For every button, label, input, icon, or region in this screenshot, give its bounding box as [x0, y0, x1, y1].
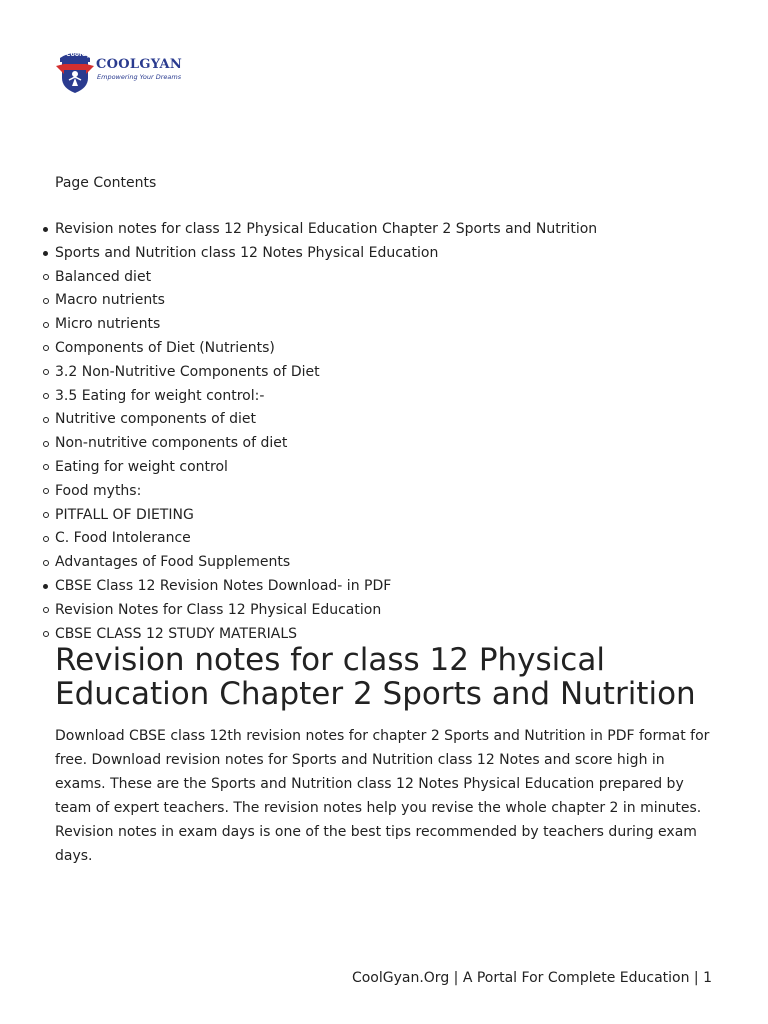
article-intro: Download CBSE class 12th revision notes for chapter 2 Sports and Nutrition in PDF format for free. Download revision notes for Sports and Nutrition class 12 Notes and score high in exams. These are the Sports and Nutrition class 12 Notes Physical Education prepared by team of expert teachers. The revision notes help you revise the whole chapter 2 in minutes. Revision notes in exam days is one of the best tips recommended by teachers during exam days. [55, 728, 710, 864]
toc-item[interactable] [55, 244, 597, 268]
toc-item-label[interactable]: PITFALL OF DIETING [55, 506, 194, 523]
toc-item-label[interactable]: Micro nutrients [55, 316, 161, 333]
hollow-bullet-icon [43, 345, 49, 351]
toc-item-label[interactable]: Food myths: [55, 482, 142, 499]
toc-item-label[interactable]: Components of Diet (Nutrients) [55, 339, 275, 356]
toc-item[interactable] [55, 220, 597, 244]
toc-item[interactable] [55, 339, 597, 363]
brand-tagline: Empowering Your Dreams [97, 73, 182, 81]
toc-item-label[interactable]: Nutritive components of diet [55, 411, 256, 428]
toc-item[interactable] [55, 482, 597, 506]
toc-item[interactable] [55, 434, 597, 458]
toc-item[interactable] [55, 601, 597, 625]
toc-item[interactable] [55, 458, 597, 482]
hollow-bullet-icon [43, 512, 49, 518]
hollow-bullet-icon [43, 369, 49, 375]
logo-top-text: CoolGyan [66, 51, 100, 58]
filled-bullet-icon [43, 584, 48, 589]
toc-item-label[interactable]: CBSE Class 12 Revision Notes Download- in PDF [55, 577, 392, 594]
toc-item-label[interactable]: Balanced diet [55, 268, 152, 285]
toc-item[interactable] [55, 315, 597, 339]
toc-item[interactable] [55, 291, 597, 315]
hollow-bullet-icon [43, 322, 49, 328]
hollow-bullet-icon [43, 298, 49, 304]
brand-name: COOLGYAN [96, 57, 183, 72]
toc-item[interactable] [55, 268, 597, 292]
toc-item-label[interactable]: Sports and Nutrition class 12 Notes Physical Education [55, 244, 439, 261]
toc-item[interactable] [55, 363, 597, 387]
table-of-contents [55, 220, 597, 648]
toc-item-label[interactable]: C. Food Intolerance [55, 530, 191, 547]
toc-item-label[interactable]: Advantages of Food Supplements [55, 554, 291, 571]
page-footer: CoolGyan.Org | A Portal For Complete Education | 1 [351, 970, 712, 986]
toc-item[interactable] [55, 410, 597, 434]
toc-item[interactable] [55, 387, 597, 411]
hollow-bullet-icon [43, 631, 49, 637]
toc-item-label[interactable]: Revision notes for class 12 Physical Education Chapter 2 Sports and Nutrition [55, 221, 598, 237]
hollow-bullet-icon [43, 464, 49, 470]
hollow-bullet-icon [43, 560, 49, 566]
toc-item[interactable] [55, 529, 597, 553]
toc-item-label[interactable]: Revision Notes for Class 12 Physical Education [55, 601, 382, 618]
toc-item-label[interactable]: Macro nutrients [55, 292, 165, 309]
hollow-bullet-icon [43, 417, 49, 423]
filled-bullet-icon [43, 251, 48, 256]
hollow-bullet-icon [43, 607, 49, 613]
hollow-bullet-icon [43, 393, 49, 399]
hollow-bullet-icon [43, 488, 49, 494]
filled-bullet-icon [43, 227, 48, 232]
toc-item-label[interactable]: 3.2 Non-Nutritive Components of Diet [55, 363, 320, 380]
page-contents-label: Page Contents [55, 175, 157, 191]
toc-item[interactable] [55, 506, 597, 530]
toc-item[interactable] [55, 577, 597, 601]
hollow-bullet-icon [43, 274, 49, 280]
toc-item-label[interactable]: 3.5 Eating for weight control:- [55, 387, 265, 404]
hollow-bullet-icon [43, 536, 49, 542]
toc-item[interactable] [55, 553, 597, 577]
toc-item-label[interactable]: Non-nutritive components of diet [55, 435, 288, 452]
hollow-bullet-icon [43, 441, 49, 447]
article-heading: Revision notes for class 12 Physical Education Chapter 2 Sports and Nutrition [55, 642, 696, 712]
coolgyan-logo [54, 50, 194, 94]
toc-item-label[interactable]: CBSE CLASS 12 STUDY MATERIALS [55, 625, 298, 642]
toc-item-label[interactable]: Eating for weight control [55, 458, 228, 475]
